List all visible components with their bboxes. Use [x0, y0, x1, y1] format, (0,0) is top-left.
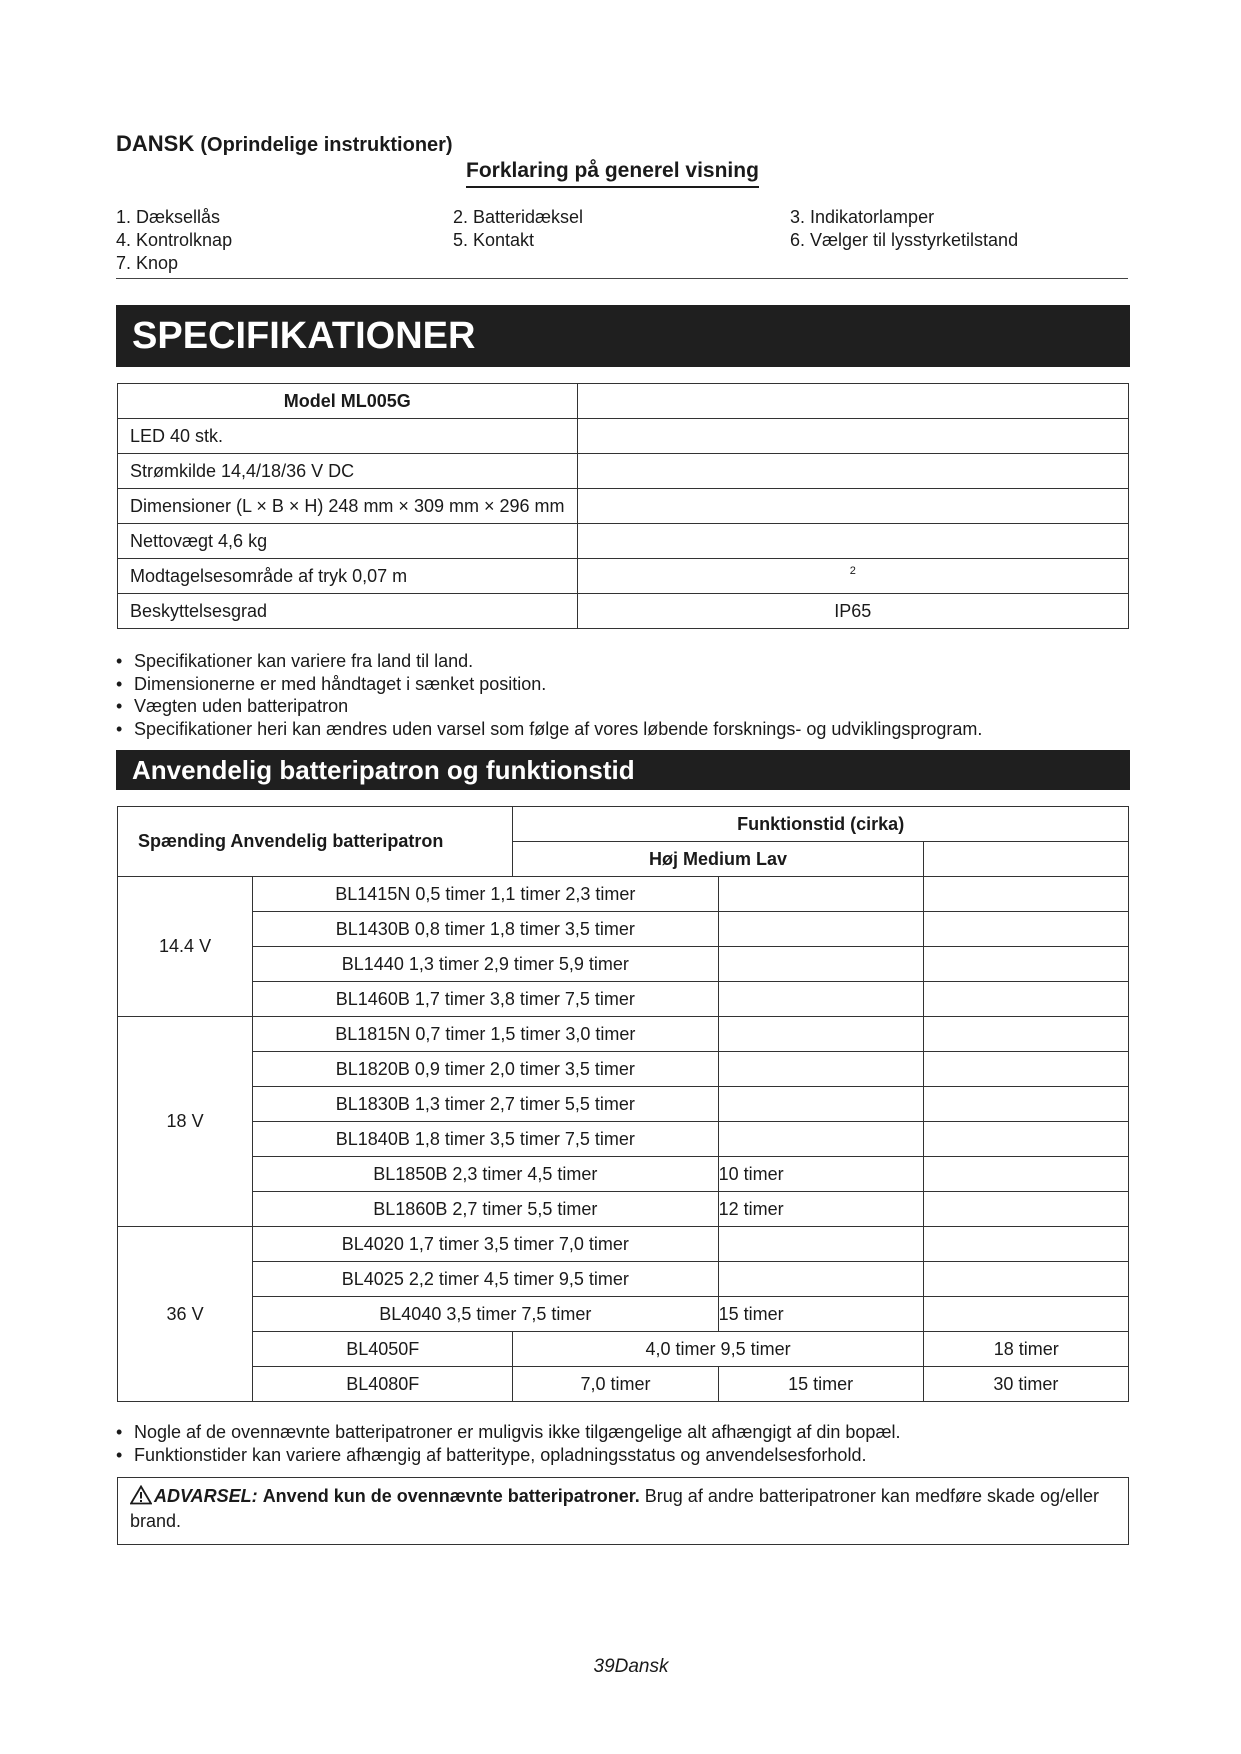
language-heading	[116, 131, 453, 157]
table-row	[118, 807, 1129, 842]
specifications-banner: SPECIFIKATIONER	[116, 305, 1130, 367]
note-item: • Vægten uden batteripatron	[116, 695, 982, 718]
voltage-cell: 14.4 V	[118, 877, 253, 1017]
table-cell	[718, 877, 923, 912]
table-cell	[718, 1227, 923, 1262]
runtime-header: Funktionstid (cirka)	[513, 807, 1129, 842]
table-cell	[718, 1087, 923, 1122]
note-item: • Funktionstider kan variere afhængig af batteritype, opladningsstatus og anvendelsesforhold.	[116, 1444, 900, 1467]
battery-notes	[116, 1421, 900, 1466]
table-cell	[923, 1122, 1128, 1157]
table-cell	[923, 1297, 1128, 1332]
note-item: • Dimensionerne er med håndtaget i sænket position.	[116, 673, 982, 696]
language-subtitle: (Oprindelige instruktioner)	[200, 134, 453, 156]
table-row	[118, 982, 1129, 1017]
table-row	[118, 1262, 1129, 1297]
table-row	[118, 559, 1129, 594]
runtime-cell: 18 timer	[923, 1332, 1128, 1367]
table-row	[118, 1052, 1129, 1087]
spec-value	[577, 559, 1129, 594]
runtime-medium: 15 timer	[718, 1367, 923, 1402]
spec-label: Nettovægt 4,6 kg	[118, 524, 578, 559]
table-row	[118, 1227, 1129, 1262]
spec-label: Strømkilde 14,4/18/36 V DC	[118, 454, 578, 489]
battery-cell: BL1850B 2,3 timer 4,5 timer	[253, 1157, 718, 1192]
battery-model: BL4080F	[253, 1367, 513, 1402]
table-row	[118, 489, 1129, 524]
note-item: • Specifikationer kan variere fra land til land.	[116, 650, 982, 673]
language-label: DANSK	[116, 131, 195, 156]
table-cell	[923, 877, 1128, 912]
table-cell	[718, 982, 923, 1017]
runtime-cell: 4,0 timer 9,5 timer	[513, 1332, 923, 1367]
battery-cell: BL1415N 0,5 timer 1,1 timer 2,3 timer	[253, 877, 718, 912]
specifications-table	[117, 383, 1129, 629]
overview-title: Forklaring på generel visning	[466, 159, 759, 188]
spec-label: Modtagelsesområde af tryk 0,07 m	[118, 559, 578, 594]
table-row	[118, 1367, 1129, 1402]
table-cell	[718, 947, 923, 982]
table-row	[118, 1017, 1129, 1052]
table-row	[118, 1192, 1129, 1227]
table-row	[118, 419, 1129, 454]
table-cell	[923, 912, 1128, 947]
parts-list	[116, 206, 1126, 275]
warning-box	[117, 1477, 1129, 1545]
battery-cell: BL1815N 0,7 timer 1,5 timer 3,0 timer	[253, 1017, 718, 1052]
table-cell	[923, 1192, 1128, 1227]
model-header: Model ML005G	[118, 384, 578, 419]
table-cell	[718, 912, 923, 947]
table-cell	[923, 1227, 1128, 1262]
table-row	[118, 524, 1129, 559]
battery-cell: BL1830B 1,3 timer 2,7 timer 5,5 timer	[253, 1087, 718, 1122]
part-item: 1. Dæksellås	[116, 207, 221, 227]
warning-label: ADVARSEL:	[154, 1486, 258, 1506]
table-cell	[577, 384, 1129, 419]
spec-value	[577, 419, 1129, 454]
voltage-cell: 36 V	[118, 1227, 253, 1402]
table-cell	[718, 1017, 923, 1052]
table-row	[118, 384, 1129, 419]
table-cell	[923, 1052, 1128, 1087]
battery-cell: BL4020 1,7 timer 3,5 timer 7,0 timer	[253, 1227, 718, 1262]
voltage-battery-header: Spænding Anvendelig batteripatron	[118, 807, 513, 877]
table-cell: 10 timer	[718, 1157, 923, 1192]
table-cell	[923, 982, 1128, 1017]
table-cell	[923, 1087, 1128, 1122]
runtime-low: 30 timer	[923, 1367, 1128, 1402]
table-cell	[923, 1157, 1128, 1192]
page-number: 39Dansk	[593, 1656, 669, 1677]
table-cell	[718, 1122, 923, 1157]
section-divider	[116, 278, 1128, 279]
table-row	[118, 454, 1129, 489]
spec-value	[577, 454, 1129, 489]
spec-label: LED 40 stk.	[118, 419, 578, 454]
table-row	[118, 1332, 1129, 1367]
battery-cell: BL1820B 0,9 timer 2,0 timer 3,5 timer	[253, 1052, 718, 1087]
spec-value	[577, 489, 1129, 524]
parts-row	[116, 206, 1126, 229]
table-row	[118, 1122, 1129, 1157]
battery-cell: BL4025 2,2 timer 4,5 timer 9,5 timer	[253, 1262, 718, 1297]
part-item: 5. Kontakt	[453, 230, 535, 250]
battery-cell: BL1860B 2,7 timer 5,5 timer	[253, 1192, 718, 1227]
part-item: 6. Vælger til lysstyrketilstand	[790, 230, 1019, 250]
battery-cell: BL1460B 1,7 timer 3,8 timer 7,5 timer	[253, 982, 718, 1017]
warning-triangle-icon	[130, 1485, 152, 1505]
spec-label: Beskyttelsesgrad	[118, 594, 578, 629]
table-cell	[923, 1262, 1128, 1297]
battery-cell: BL1430B 0,8 timer 1,8 timer 3,5 timer	[253, 912, 718, 947]
table-cell	[923, 842, 1128, 877]
table-cell: 12 timer	[718, 1192, 923, 1227]
table-row	[118, 1157, 1129, 1192]
table-row	[118, 1087, 1129, 1122]
levels-header: Høj Medium Lav	[513, 842, 923, 877]
battery-banner: Anvendelig batteripatron og funktionstid	[116, 750, 1130, 790]
part-item: 3. Indikatorlamper	[790, 207, 935, 227]
table-cell	[718, 1052, 923, 1087]
part-item: 2. Batteridæksel	[453, 207, 584, 227]
table-cell	[923, 1017, 1128, 1052]
table-cell	[923, 947, 1128, 982]
battery-cell: BL1440 1,3 timer 2,9 timer 5,9 timer	[253, 947, 718, 982]
voltage-cell: 18 V	[118, 1017, 253, 1227]
warning-text: Brug af andre batteripatroner kan medføre skade og/eller brand.	[130, 1486, 1100, 1531]
table-row	[118, 912, 1129, 947]
parts-row	[116, 229, 1126, 252]
part-item: 4. Kontrolknap	[116, 230, 233, 250]
note-item: • Specifikationer heri kan ændres uden varsel som følge af vores løbende forsknings- og udviklingsprogram.	[116, 718, 982, 741]
warning-bold-text: Anvend kun de ovennævnte batteripatroner.	[262, 1486, 640, 1506]
runtime-high: 7,0 timer	[513, 1367, 718, 1402]
spec-label: Dimensioner (L × B × H) 248 mm × 309 mm × 296 mm	[118, 489, 578, 524]
table-cell: 15 timer	[718, 1297, 923, 1332]
parts-row	[116, 252, 1126, 275]
table-row	[118, 877, 1129, 912]
note-item: • Nogle af de ovennævnte batteripatroner er muligvis ikke tilgængelige alt afhængigt af din bopæl.	[116, 1421, 900, 1444]
spec-value	[577, 524, 1129, 559]
battery-cell: BL1840B 1,8 timer 3,5 timer 7,5 timer	[253, 1122, 718, 1157]
spec-value: IP65	[577, 594, 1129, 629]
battery-model: BL4050F	[253, 1332, 513, 1367]
superscript: 2	[849, 565, 856, 577]
battery-cell: BL4040 3,5 timer 7,5 timer	[253, 1297, 718, 1332]
part-item: 7. Knop	[116, 253, 179, 273]
battery-table	[117, 806, 1129, 1402]
table-cell	[718, 1262, 923, 1297]
spec-notes	[116, 650, 982, 740]
table-row	[118, 1297, 1129, 1332]
table-row	[118, 594, 1129, 629]
table-row	[118, 947, 1129, 982]
